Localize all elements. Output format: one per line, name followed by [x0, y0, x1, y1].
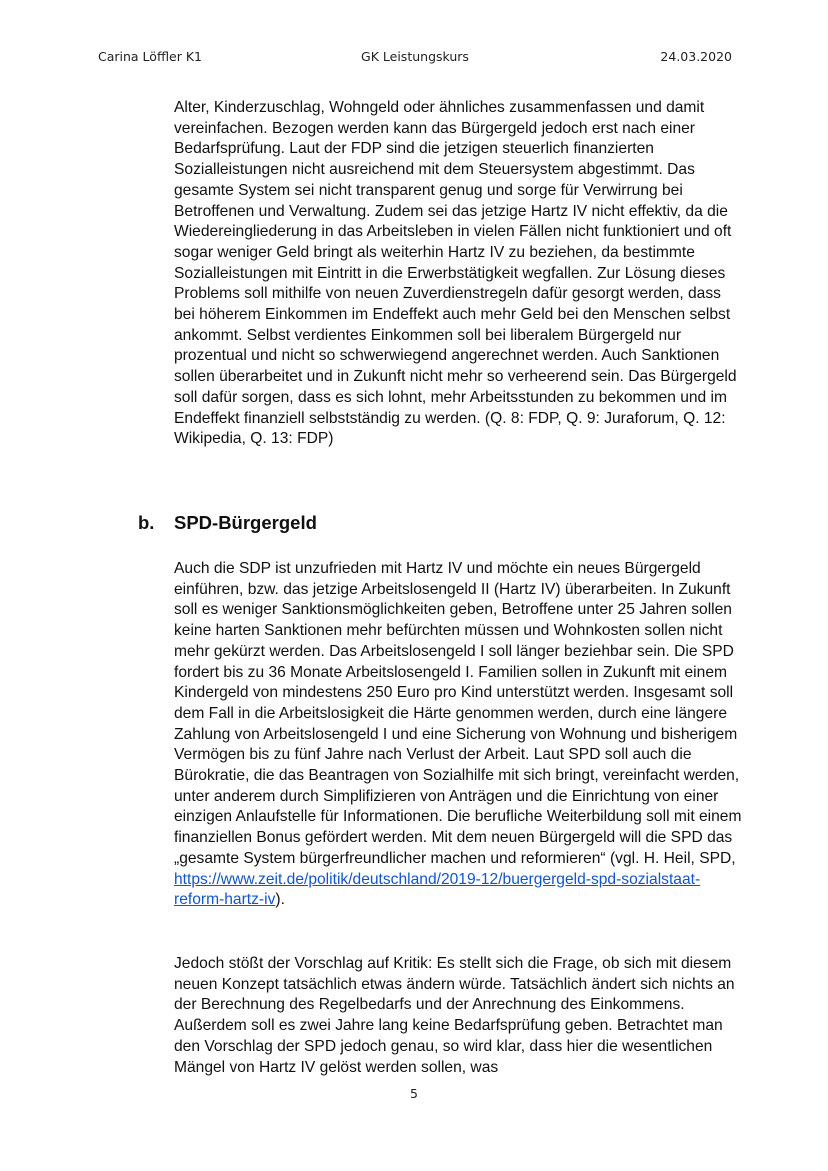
source-link[interactable]: https://www.zeit.de/politik/deutschland/2019-12/buergergeld-spd-sozialstaat-reform-hartz-iv — [174, 870, 701, 909]
page-number: 5 — [410, 1086, 418, 1101]
header-date: 24.03.2020 — [660, 49, 732, 64]
header-author: Carina Löffler K1 — [98, 49, 202, 64]
section-heading — [138, 512, 317, 534]
paragraph-spd — [174, 559, 744, 911]
paragraph-fdp-continuation: Alter, Kinderzuschlag, Wohngeld oder ähnliches zusammenfassen und damit vereinfachen. Bezogen werden kann das Bürgergeld jedoch erst nach einer Bedarfsprüfung. Laut der FDP sind die jetzigen steuerlich finanzierten Sozialleistungen nicht ausreichend mit dem Steuersystem abgestimmt. Das gesamte System sei nicht transparent genug und sorge für Verwirrung bei Betroffenen und Verwaltung. Zudem sei das jetzige Hartz IV nicht effektiv, da die Wiedereingliederung in das Arbeitsleben in vielen Fällen nicht funktioniert und oft sogar weniger Geld bringt als weiterhin Hartz IV zu beziehen, da bestimmte Sozialleistungen mit Eintritt in die Erwerbstätigkeit wegfallen. Zur Lösung dieses Problems soll mithilfe von neuen Zuverdienstregeln dafür gesorgt werden, dass bei höherem Einkommen im Endeffekt auch mehr Geld bei den Menschen selbst ankommt. Selbst verdientes Einkommen soll bei liberalem Bürgergeld nur prozentual und nicht so schwerwiegend angerechnet werden. Auch Sanktionen sollen überarbeitet und in Zukunft nicht mehr so verheerend sein. Das Bürgergeld soll dafür sorgen, dass es sich lohnt, mehr Arbeitsstunden zu bekommen und im Endeffekt finanziell selbstständig zu werden. (Q. 8: FDP, Q. 9: Juraforum, Q. 12: Wikipedia, Q. 13: FDP) — [174, 99, 737, 448]
paragraph-spd-text: Auch die SDP ist unzufrieden mit Hartz IV und möchte ein neues Bürgergeld einführen, bzw. das jetzige Arbeitslosengeld II (Hartz IV) überarbeiten. In Zukunft soll es weniger Sanktionsmöglichkeiten geben, Betroffene unter 25 Jahren sollen keine harten Sanktionen mehr befürchten müssen und Wohnkosten sollen nicht mehr gekürzt werden. Das Arbeitslosengeld I soll länger beziehbar sein. Die SPD fordert bis zu 36 Monate Arbeitslosengeld I. Familien sollen in Zukunft mit einem Kindergeld von mindestens 250 Euro pro Kind unterstützt werden. Insgesamt soll dem Fall in die Arbeitslosigkeit die Härte genommen werden, durch eine längere Zahlung von Arbeitslosengeld I und eine Sicherung von Wohnung und bisherigem Vermögen bis zu fünf Jahre nach Verlust der Arbeit. Laut SPD soll auch die Bürokratie, die das Beantragen von Sozialhilfe mit sich bringt, vereinfacht werden, unter anderem durch Simplifizieren von Anträgen und die Einrichtung von einer einzigen Anlaufstelle für Informationen. Die berufliche Weiterbildung soll mit einem finanziellen Bonus gefördert werden. Mit dem neuen Bürgergeld will die SPD das „gesamte System bürgerfreundlicher machen und reformieren“ (vgl. H. Heil, SPD, — [174, 560, 742, 867]
paragraph-criticism: Jedoch stößt der Vorschlag auf Kritik: Es stellt sich die Frage, ob sich mit diesem neuen Konzept tatsächlich etwas ändern würde. Tatsächlich ändert sich nichts an der Berechnung des Regelbedarfs und der Anrechnung des Einkommens. Außerdem soll es zwei Jahre lang keine Bedarfsprüfung geben. Betrachtet man den Vorschlag der SPD jedoch genau, so wird klar, dass hier die wesentlichen Mängel von Hartz IV gelöst werden sollen, was — [174, 955, 735, 1076]
section-number: b. — [138, 512, 155, 533]
page-header — [98, 49, 732, 69]
header-course: GK Leistungskurs — [361, 49, 469, 64]
section-title: SPD-Bürgergeld — [174, 512, 317, 533]
paragraph-spd-after-link: ). — [275, 891, 285, 909]
